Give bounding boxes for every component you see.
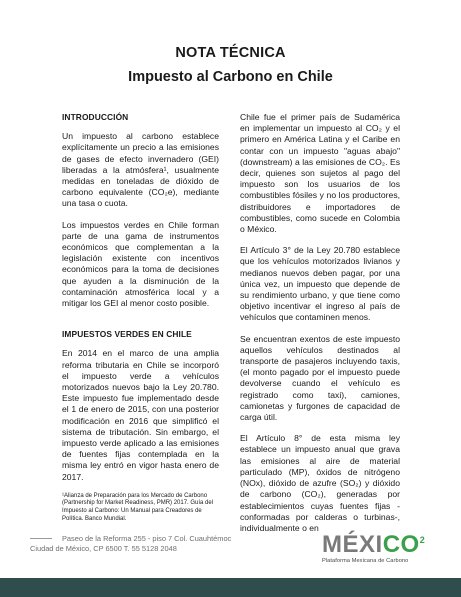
document-title: NOTA TÉCNICA [175, 45, 286, 61]
document-subtitle: Impuesto al Carbono en Chile [128, 69, 333, 85]
left-column [62, 112, 219, 523]
logo-sup: 2 [419, 535, 426, 545]
logo-wordmark [322, 528, 442, 557]
title-block [0, 44, 461, 86]
logo-prefix: MÉXI [322, 531, 383, 558]
right-column [240, 112, 400, 544]
impuestos-verdes-paragraph: En 2014 en el marco de una amplia reforma tributaria en Chile se incorporó el impuesto verde a vehículos motorizados nuevos bajo la Ley 20.780. Este impuesto fue implementado desde el 1 de enero de 2015, con una posterior modificación en 2016 que simplificó el sistema de tributación. Sin embargo, el impuesto verde aplicado a las emisiones de fuentes fijas contemplada en la misma ley entró en vigor hasta enero de 2017. [62, 348, 219, 482]
intro-paragraph-2: Los impuestos verdes en Chile forman parte de una gama de instrumentos económicos que complementan a la legislación existente con incentivos económicos para la toma de decisiones que ayuden a la disminución de la contaminación atmosférica local y a mitigar los GEI al menor costo posible. [62, 219, 219, 309]
right-paragraph-2: El Artículo 3° de la Ley 20.780 establece que los vehículos motorizados livianos y medianos nuevos deben pagar, por una única vez, un impuesto que depende de su rendimiento urbano, y que tiene como objetivo incentivar el ingreso al país de vehículos que contaminen menos. [240, 245, 400, 323]
bottom-band [0, 578, 461, 597]
footer-address [30, 534, 231, 554]
footnote [62, 493, 219, 523]
logo-tagline: Plataforma Mexicana de Carbono [322, 558, 409, 564]
address-line-1: Paseo de la Reforma 255 - piso 7 Col. Cuauhtémoc [62, 534, 232, 543]
section-heading-impuestos-verdes: IMPUESTOS VERDES EN CHILE [62, 329, 192, 340]
mexico2-logo [322, 528, 442, 566]
address-line-2: Ciudad de México, CP 6500 T. 55 5128 2048 [30, 544, 177, 553]
section-heading-introduccion: INTRODUCCIÓN [62, 112, 129, 122]
right-paragraph-1: Chile fue el primer país de Sudamérica en implementar un impuesto al CO₂ y el primero en América Latina y el Caribe en contar con un impuesto "aguas abajo" (downstream) a las emisiones de CO₂. Es decir, quienes son sujetos al pago del impuesto son los usuarios de los combustibles fósiles y no los productores, distribuidores e importadores de combustibles, como sucede en Colombia o México. [240, 112, 400, 235]
right-paragraph-4: El Artículo 8° de esta misma ley establece un impuesto anual que grava las emisiones al aire de material particulado (MP), óxidos de nitrógeno (NOx), dióxido de azufre (SO₂) y dióxido de carbono (CO₂), generadas por establecimientos cuyas fuentes fijas -conformadas por calderas o turbinas-, individualmente o en [240, 433, 400, 533]
footnote-text: ¹Alianza de Preparación para los Mercado de Carbono (Partnership for Market Readiness, PMR) 2017. Guía del Impuesto al Carbono: Un Manual para Creadores de Política. Banco Mundial. [62, 492, 214, 522]
logo-accent: CO [382, 531, 420, 558]
right-paragraph-3: Se encuentran exentos de este impuesto aquellos vehículos destinados al transporte de pasajeros incluyendo taxis, (el monto pagado por el impuesto puede devolverse cuando el vehículo es registrado como taxi), camiones, camionetas y furgones de capacidad de carga útil. [240, 333, 400, 423]
intro-paragraph-1: Un impuesto al carbono establece explícitamente un precio a las emisiones de gases de efecto invernadero (GEI) liberadas a la atmósfera¹, usualmente medidas en toneladas de dióxido de carbono equivalente (CO₂e), mediante una tasa o cuota. [62, 131, 219, 209]
